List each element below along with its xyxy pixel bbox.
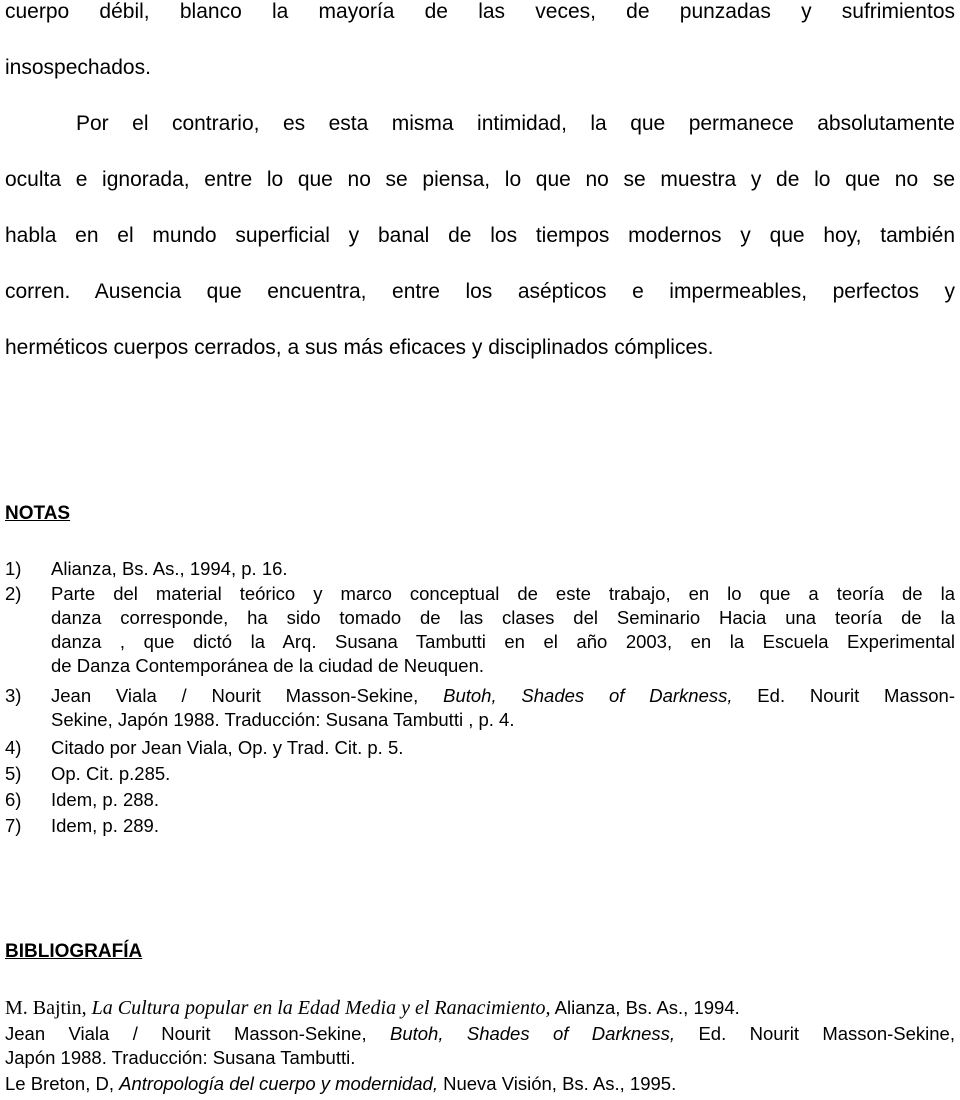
- bibliography-entry: Jean Viala / Nourit Masson-Sekine, Butoh, Shades of Darkness, Ed. Nourit Masson-Sekine, Japón 1988. Traducción: Susana Tambutti.: [5, 1023, 955, 1068]
- bibliography-entry: Le Breton, D, Antropología del cuerpo y modernidad, Nueva Visión, Bs. As., 1995.: [5, 1073, 677, 1094]
- bibliography-heading: BIBLIOGRAFÍA: [5, 941, 143, 962]
- body-line: herméticos cuerpos cerrados, a sus más eficaces y disciplinados cómplices.: [5, 336, 714, 359]
- note-item: [5, 814, 955, 838]
- book-title: Antropología del cuerpo y modernidad,: [119, 1073, 438, 1094]
- note-text: Idem, p. 288.: [51, 789, 159, 810]
- note-item: [5, 762, 955, 786]
- note-text: danza corresponde, ha sido tomado de las clases del Seminario Hacia una teoría de la: [51, 607, 955, 628]
- note-text: Sekine, Japón 1988. Traducción: Susana Tambutti , p. 4.: [51, 709, 515, 730]
- book-title: La Cultura popular en la Edad Media y el Ranacimiento,: [91, 997, 551, 1019]
- note-text: danza , que dictó la Arq. Susana Tambutti en el año 2003, en la Escuela Experimental: [51, 631, 955, 652]
- body-line: cuerpo débil, blanco la mayoría de las veces, de punzadas y sufrimientos: [5, 0, 955, 23]
- note-number: 7): [5, 815, 22, 836]
- note-text: Citado por Jean Viala, Op. y Trad. Cit. p. 5.: [51, 737, 404, 758]
- note-text: Idem, p. 289.: [51, 815, 159, 836]
- note-item: [5, 582, 955, 678]
- note-number: 4): [5, 737, 22, 758]
- book-title: Butoh, Shades of Darkness,: [389, 1023, 676, 1044]
- note-number: 3): [5, 685, 22, 706]
- note-text: Op. Cit. p.285.: [51, 763, 171, 784]
- note-item: [5, 736, 955, 760]
- bibliography-entry: M. Bajtin, La Cultura popular en la Edad Media y el Ranacimiento, Alianza, Bs. As., 1994.: [5, 997, 740, 1019]
- note-item: [5, 684, 955, 732]
- book-title: Butoh, Shades of Darkness,: [443, 685, 733, 706]
- note-number: 1): [5, 558, 22, 579]
- body-line: insospechados.: [5, 56, 151, 79]
- body-line: habla en el mundo superficial y banal de los tiempos modernos y que hoy, también: [5, 224, 955, 247]
- note-text: Parte del material teórico y marco conceptual de este trabajo, en lo que a teoría de la: [51, 583, 955, 604]
- note-text: de Danza Contemporánea de la ciudad de Neuquen.: [51, 655, 485, 676]
- note-text: Jean Viala / Nourit Masson-Sekine, Butoh, Shades of Darkness, Ed. Nourit Masson-: [51, 685, 955, 706]
- note-item: [5, 557, 955, 581]
- body-line: Por el contrario, es esta misma intimidad, la que permanece absolutamente: [76, 112, 955, 135]
- note-number: 6): [5, 789, 22, 810]
- note-item: [5, 788, 955, 812]
- body-line: corren. Ausencia que encuentra, entre los asépticos e impermeables, perfectos y: [5, 280, 955, 303]
- notes-heading: NOTAS: [5, 503, 71, 524]
- note-number: 5): [5, 763, 22, 784]
- note-number: 2): [5, 583, 22, 604]
- body-line: oculta e ignorada, entre lo que no se piensa, lo que no se muestra y de lo que no se: [5, 168, 955, 191]
- note-text: Alianza, Bs. As., 1994, p. 16.: [51, 558, 288, 579]
